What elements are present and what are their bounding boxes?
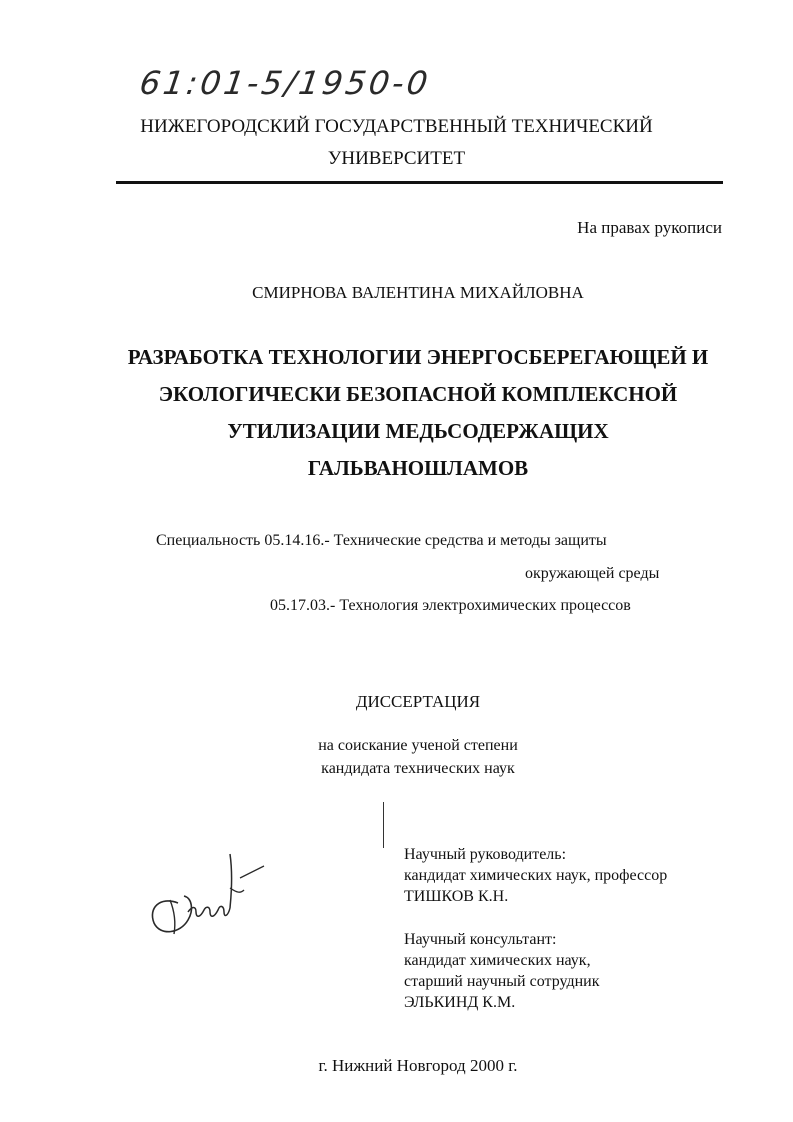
university-line-2: УНИВЕРСИТЕТ xyxy=(327,148,466,169)
margin-mark xyxy=(383,802,384,848)
header-rule xyxy=(116,181,723,184)
thesis-title-line-1: РАЗРАБОТКА ТЕХНОЛОГИИ ЭНЕРГОСБЕРЕГАЮЩЕЙ И xyxy=(127,345,709,369)
consultant-label: Научный консультант: xyxy=(404,931,557,948)
consultant-name: ЭЛЬКИНД К.М. xyxy=(404,994,516,1011)
thesis-title-line-4: ГАЛЬВАНОШЛАМОВ xyxy=(307,456,529,480)
archive-code: 61:01-5/1950-0 xyxy=(137,64,433,102)
supervisor-title: кандидат химических наук, профессор xyxy=(404,867,668,884)
specialty-line-3: 05.17.03.- Технология электрохимических процессов xyxy=(270,597,631,614)
degree-line-2: кандидата технических наук xyxy=(321,760,515,777)
dissertation-label: ДИССЕРТАЦИЯ xyxy=(355,692,481,711)
city-year: г. Нижний Новгород 2000 г. xyxy=(318,1056,518,1075)
consultant-title-2: старший научный сотрудник xyxy=(404,973,600,990)
handwritten-signature xyxy=(140,848,270,948)
thesis-title-line-2: ЭКОЛОГИЧЕСКИ БЕЗОПАСНОЙ КОМПЛЕКСНОЙ xyxy=(158,382,678,406)
consultant-title-1: кандидат химических наук, xyxy=(404,952,591,969)
specialty-line-2: окружающей среды xyxy=(525,565,660,582)
degree-line-1: на соискание ученой степени xyxy=(318,737,518,754)
author-name: СМИРНОВА ВАЛЕНТИНА МИХАЙЛОВНА xyxy=(252,283,584,302)
supervisor-name: ТИШКОВ К.Н. xyxy=(404,888,509,905)
manuscript-note: На правах рукописи xyxy=(577,218,722,237)
specialty-line-1: Специальность 05.14.16.- Технические средства и методы защиты xyxy=(156,532,607,549)
thesis-title-line-3: УТИЛИЗАЦИИ МЕДЬСОДЕРЖАЩИХ xyxy=(227,419,609,443)
supervisor-label: Научный руководитель: xyxy=(404,846,567,863)
university-line-1: НИЖЕГОРОДСКИЙ ГОСУДАРСТВЕННЫЙ ТЕХНИЧЕСКИЙ xyxy=(140,116,653,137)
